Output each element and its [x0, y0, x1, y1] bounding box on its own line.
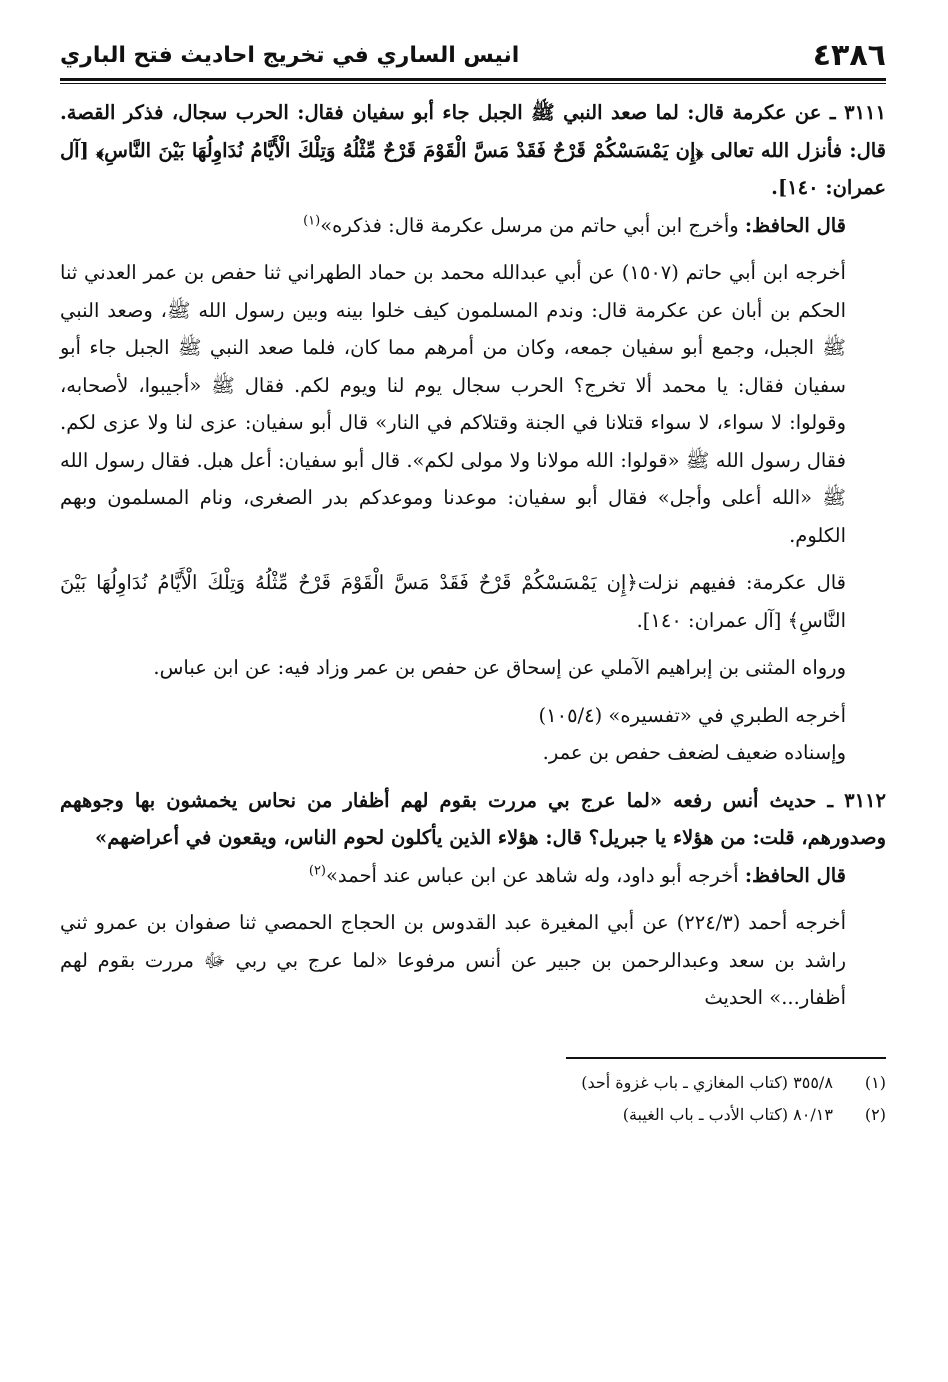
book-title: انيس الساري في تخريج احاديث فتح الباري — [60, 43, 520, 68]
header-rule — [60, 78, 886, 81]
footnote-item — [60, 1067, 886, 1099]
page-number: ٤٣٨٦ — [812, 38, 886, 73]
footnotes — [60, 1067, 886, 1131]
footnote-rule — [566, 1057, 886, 1059]
muthanna-paragraph: ورواه المثنى بن إبراهيم الآملي عن إسحاق عن حفص بن عمر وزاد فيه: عن ابن عباس. — [153, 656, 846, 679]
footnote-ref-1[interactable]: (١) — [303, 213, 321, 228]
page — [60, 28, 886, 1382]
hadith-number: ٣١١٢ ـ — [827, 788, 886, 812]
footnote-text: ٣٥٥/٨ (كتاب المغازي ـ باب غزوة أحد) — [581, 1072, 833, 1092]
tabari-line: أخرجه الطبري في «تفسيره» (١٠٥/٤) — [538, 703, 846, 727]
hadith-3111-entry — [60, 94, 886, 207]
footnote-number: (١) — [864, 1072, 886, 1092]
hafiz-label: قال الحافظ: — [744, 863, 846, 887]
isnad-line: وإسناده ضعيف لضعف حفص بن عمر. — [542, 741, 846, 764]
hadith-number: ٣١١١ ـ — [829, 101, 886, 124]
footnote-number: (٢) — [864, 1104, 886, 1124]
hadith-text: حديث أنس رفعه «لما عرج بي مررت بقوم لهم أظفار من نحاس يخمشون بها وجوههم وصدورهم، قلت: من هؤلاء يا جبريل؟ قال: هؤلاء الذين يأكلون لحوم الناس، ويقعون في أعراضهم» — [60, 788, 886, 849]
hadith-3112-entry — [60, 782, 886, 857]
running-head — [60, 28, 886, 76]
hafiz-comment — [60, 857, 886, 895]
footnote-item — [60, 1099, 886, 1131]
takhrij-paragraph: أخرجه أحمد (٢٢٤/٣) عن أبي المغيرة عبد القدوس بن الحجاج الحمصي ثنا صفوان بن عمرو ثني راشد بن سعد وعبدالرحمن بن جبير عن أنس مرفوعا «لما عرج بي ربي ﷻ مررت بقوم لهم أظفار...» الحديث — [60, 911, 846, 1009]
hafiz-comment — [60, 207, 886, 245]
header-rule-thin — [60, 83, 886, 84]
page-body — [60, 94, 886, 1017]
footnote-ref-2[interactable]: (٢) — [308, 863, 326, 878]
hadith-text: عن عكرمة قال: لما صعد النبي ﷺ الجبل جاء أبو سفيان فقال: الحرب سجال، فذكر القصة. قال: فأنزل الله تعالى ﴿إِن يَمْسَسْكُمْ قَرْحٌ فَقَدْ مَسَّ الْقَوْمَ قَرْحٌ مِّثْلُهُ وَتِلْكَ الْأَيَّامُ نُدَاوِلُهَا بَيْنَ النَّاسِ﴾ [آل عمران: ١٤٠]. — [60, 101, 886, 199]
hafiz-text: أخرجه أبو داود، وله شاهد عن ابن عباس عند أحمد» — [326, 863, 739, 887]
footnote-text: ٨٠/١٣ (كتاب الأدب ـ باب الغيبة) — [622, 1104, 833, 1124]
takhrij-paragraph: أخرجه ابن أبي حاتم (١٥٠٧) عن أبي عبدالله محمد بن حماد الطهراني ثنا حفص بن عمر العدني ثنا الحكم بن أبان عن عكرمة قال: وندم المسلمون كيف خلوا بينه وبين رسول الله ﷺ، وصعد النبي ﷺ الجبل، وجمع أبو سفيان جمعه، وكان من أمرهم مما كان، فلما صعد النبي ﷺ الجبل جاء أبو سفيان فقال: يا محمد ألا تخرج؟ الحرب سجال يوم لنا ويوم لكم. فقال ﷺ «أجيبوا، لأصحابه، وقولوا: لا سواء، لا سواء قتلانا في الجنة وقتلاكم في النار» قال أبو سفيان: عزى لنا ولا عزى لكم. فقال رسول الله ﷺ «قولوا: الله مولانا ولا مولى لكم». قال أبو سفيان: أعل هبل. فقال رسول الله ﷺ «الله أعلى وأجل» فقال أبو سفيان: موعدنا وموعدكم بدر الصغرى، ونام المسلمون وبهم الكلوم. — [60, 261, 846, 547]
hafiz-label: قال الحافظ: — [744, 213, 846, 237]
ikrima-paragraph: قال عكرمة: ففيهم نزلت﴿إِن يَمْسَسْكُمْ قَرْحٌ فَقَدْ مَسَّ الْقَوْمَ قَرْحٌ مِّثْلُهُ وَتِلْكَ الْأَيَّامُ نُدَاوِلُهَا بَيْنَ النَّاسِ﴾ [آل عمران: ١٤٠]. — [60, 571, 846, 632]
hafiz-text: وأخرج ابن أبي حاتم من مرسل عكرمة قال: فذكره» — [320, 213, 739, 237]
